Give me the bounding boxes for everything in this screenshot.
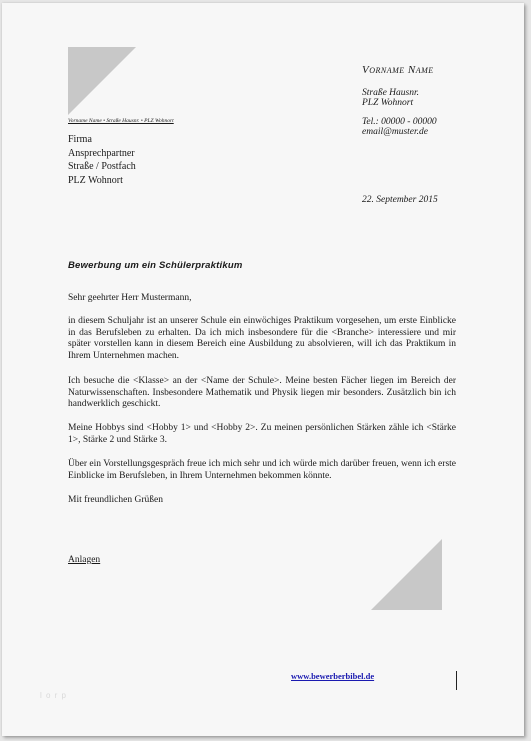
- decorative-triangle-top: [68, 47, 136, 115]
- attachments-label: Anlagen: [68, 555, 101, 565]
- return-address-line: Vorname Name • Straße Hausnr. • PLZ Wohnort: [68, 118, 174, 124]
- body-paragraph-2: Ich besuche die <Klasse> an der <Name der Schule>. Meine besten Fächer liegen im Bereich der Naturwissenschaften. Insbesondere Mathematik und Physik liegen mir besonders. Zusätzlich bin ich handwerklich geschickt.: [68, 376, 456, 410]
- sender-street: Straße Hausnr.: [362, 88, 420, 98]
- greeting: Sehr geehrter Herr Mustermann,: [68, 293, 192, 303]
- closing-phrase: Mit freundlichen Grüßen: [68, 495, 163, 505]
- text-cursor: [456, 671, 457, 690]
- recipient-city: PLZ Wohnort: [68, 174, 123, 186]
- body-paragraph-4: Über ein Vorstellungsgespräch freue ich mich sehr und ich würde mich darüber freuen, wenn ich erste Einblicke im Berufsleben, in Ihrem Unternehmen bekommen könnte.: [68, 459, 456, 481]
- website-link[interactable]: www.bewerberbibel.de: [291, 671, 375, 681]
- sender-email: email@muster.de: [362, 127, 428, 137]
- letter-subject: Bewerbung um ein Schülerpraktikum: [68, 260, 243, 271]
- sender-name: Vorname Name: [362, 64, 434, 76]
- letter-date: 22. September 2015: [362, 195, 438, 205]
- body-paragraph-3: Meine Hobbys sind <Hobby 1> und <Hobby 2>. Zu meinen persönlichen Stärken zähle ich <Stärke 1>, Stärke 2 und Stärke 3.: [68, 423, 456, 445]
- recipient-street: Straße / Postfach: [68, 161, 136, 172]
- sender-phone: Tel.: 00000 - 00000: [362, 117, 437, 127]
- recipient-company: Firma: [68, 134, 92, 145]
- letter-page: [2, 3, 524, 736]
- body-paragraph-1: in diesem Schuljahr ist an unserer Schule ein einwöchiges Praktikum vorgesehen, um erste Einblicke in das Berufsleben zu erhalten. Da ich mich insbesondere für die <Branche> interessiere und mir später vorstellen kann in diesem Bereich eine Ausbildung zu absolvieren, will ich das Praktikum in Ihrem Unternehmen machen.: [68, 316, 456, 361]
- decorative-triangle-bottom: [371, 539, 442, 610]
- recipient-contact: Ansprechpartner: [68, 147, 135, 159]
- sender-city: PLZ Wohnort: [362, 98, 414, 108]
- footer-watermark: l o r p: [40, 691, 68, 700]
- recipient-address: [68, 133, 136, 187]
